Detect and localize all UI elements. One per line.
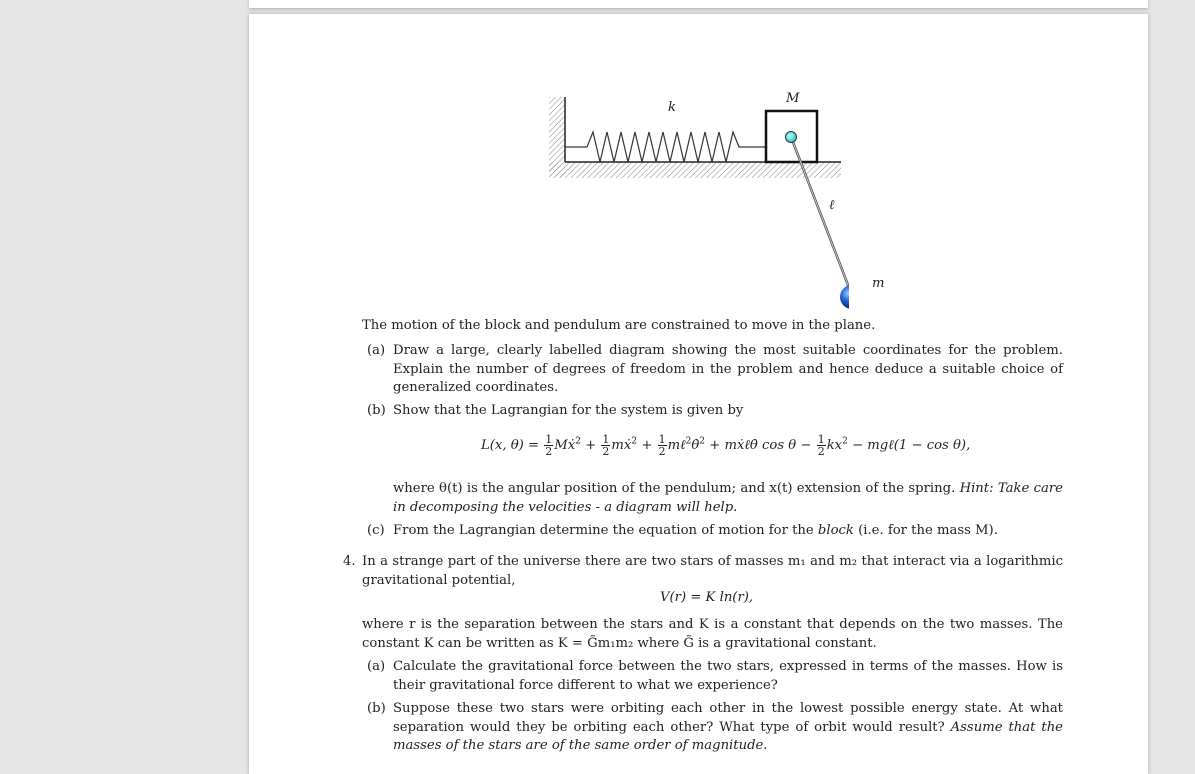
- problem4-b-text: Suppose these two stars were orbiting each other in the lowest possible energy state. At what separation would they be orbiting each other? What type of orbit would result? Assume that the masses of the stars are of the same order of magnitude.: [393, 701, 1063, 753]
- problem3-b-marker: (b): [367, 403, 386, 418]
- problem4-intro: In a strange part of the universe there are two stars of masses m₁ and m₂ that interact via a logarithmic gravitational potential,: [362, 554, 1063, 588]
- pendulum-bob: [840, 285, 849, 309]
- potential-equation: V(r) = K ln(r),: [660, 590, 754, 605]
- block-mass-label: M: [786, 91, 800, 106]
- pendulum-rod: [791, 137, 849, 298]
- problem4-number: 4.: [343, 554, 356, 569]
- problem4-a-marker: (a): [367, 659, 386, 674]
- document-page: [249, 14, 1148, 774]
- spring-pendulum-figure: [549, 92, 849, 312]
- problem3-b-text: Show that the Lagrangian for the system is given by: [393, 403, 744, 418]
- spring: [565, 132, 765, 162]
- rod-length-label: ℓ: [829, 198, 835, 213]
- problem4-after: where r is the separation between the stars and K is a constant that depends on the two masses. The constant K can be written as K = G̃m₁m₂ where G̃ is a gravitational constant.: [362, 617, 1063, 651]
- problem4-b-marker: (b): [367, 701, 386, 716]
- problem3-intro: The motion of the block and pendulum are constrained to move in the plane.: [362, 318, 876, 333]
- floor-hatch: [549, 162, 841, 178]
- problem3-a-marker: (a): [367, 343, 386, 358]
- previous-page-edge: [249, 0, 1148, 8]
- problem4-a-text: Calculate the gravitational force between the two stars, expressed in terms of the masses. How is their gravitational force different to what we experience?: [393, 659, 1063, 693]
- problem3-a-text: Draw a large, clearly labelled diagram showing the most suitable coordinates for the problem. Explain the number of degrees of freedom in the problem and hence deduce a suitable choice of generalized coordinates.: [393, 343, 1063, 395]
- problem3-c-text: From the Lagrangian determine the equation of motion for the block (i.e. for the mass M).: [393, 523, 998, 538]
- pivot: [786, 132, 797, 143]
- bob-mass-label: m: [872, 276, 885, 291]
- lagrangian-equation: L(x, θ) = $\frac{1}{2}$ Mẋ$^2$ + $\frac{1}{2}$ mẋ$^2$ + $\frac{1}{2}$ mℓ$^2$θ̇$^2$ + mẋℓθ̇ cos θ − $\frac{1}{2}$ $kx^2$ − mgℓ(1 − cos θ),: [481, 433, 971, 458]
- problem3-b-after: where θ(t) is the angular position of the pendulum; and x(t) extension of the spring. Hint: Take care in decomposing the velocities - a diagram will help.: [393, 481, 1063, 515]
- spring-constant-label: k: [668, 100, 676, 115]
- problem3-c-marker: (c): [367, 523, 385, 538]
